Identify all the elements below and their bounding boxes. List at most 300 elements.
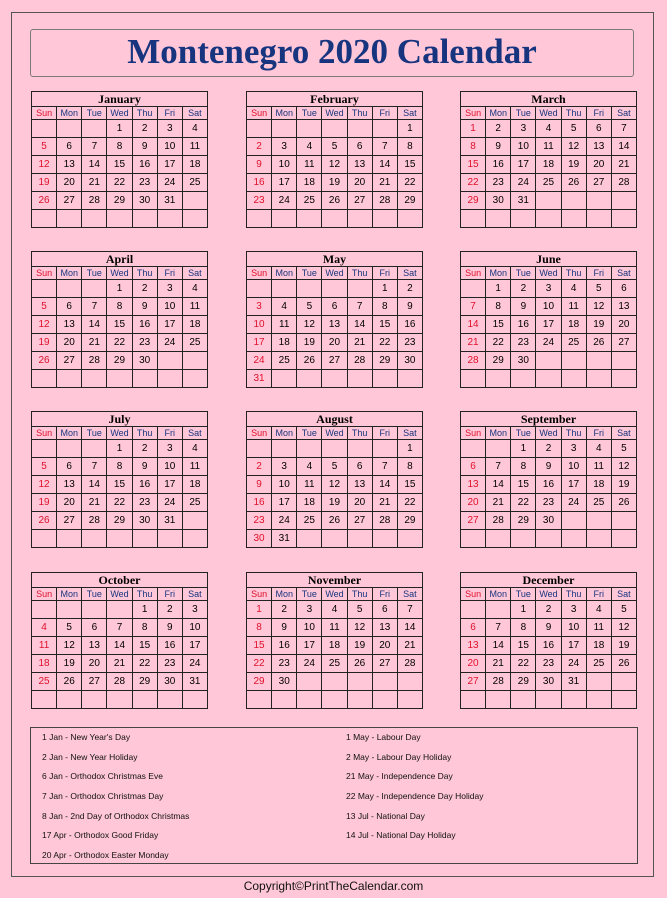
day-cell: 4 [32,619,57,637]
month-calendar-october [31,572,208,709]
weekday-header: Thu [561,588,586,601]
day-cell: 9 [132,298,157,316]
empty-day-cell [82,210,107,228]
week-row [32,334,208,352]
day-cell: 24 [182,655,207,673]
week-row [247,601,423,619]
week-row [32,174,208,192]
day-cell: 13 [372,619,397,637]
week-row [461,440,637,458]
day-cell: 19 [322,174,347,192]
day-cell: 20 [347,174,372,192]
day-cell: 12 [32,316,57,334]
week-row [247,156,423,174]
empty-day-cell [57,691,82,709]
day-cell: 18 [322,637,347,655]
day-cell: 10 [157,298,182,316]
week-row [32,691,208,709]
weekday-header: Tue [511,427,536,440]
week-row [247,370,423,388]
empty-day-cell [511,691,536,709]
day-cell: 5 [297,298,322,316]
day-cell: 4 [536,120,561,138]
week-row [247,476,423,494]
week-row [461,138,637,156]
day-cell: 31 [561,673,586,691]
empty-day-cell [132,210,157,228]
day-cell: 28 [611,174,636,192]
weekday-header: Tue [82,267,107,280]
holiday-item: 7 Jan - Orthodox Christmas Day [42,791,164,802]
day-cell: 28 [82,192,107,210]
empty-day-cell [107,210,132,228]
day-cell: 13 [322,316,347,334]
day-cell: 29 [372,352,397,370]
day-cell: 12 [611,458,636,476]
weekday-header: Sat [397,588,422,601]
day-cell: 13 [586,138,611,156]
day-cell: 3 [536,280,561,298]
week-row [32,280,208,298]
empty-day-cell [461,370,486,388]
holiday-item: 1 May - Labour Day [346,732,421,742]
empty-day-cell [461,210,486,228]
empty-day-cell [57,601,82,619]
day-cell: 3 [157,280,182,298]
month-calendar-july [31,411,208,548]
empty-day-cell [272,691,297,709]
holiday-list [30,727,638,864]
weekday-header: Fri [372,267,397,280]
day-cell: 14 [611,138,636,156]
day-cell: 16 [132,156,157,174]
week-row [247,316,423,334]
empty-day-cell [461,530,486,548]
day-cell: 28 [486,673,511,691]
day-cell: 12 [297,316,322,334]
week-row [32,210,208,228]
day-cell: 1 [511,601,536,619]
day-cell: 29 [486,352,511,370]
day-cell: 7 [461,298,486,316]
week-row [461,601,637,619]
day-cell: 4 [322,601,347,619]
weekday-header: Sat [397,267,422,280]
month-calendar-december [460,572,637,709]
day-cell: 9 [132,458,157,476]
day-cell: 12 [32,156,57,174]
day-cell: 21 [486,494,511,512]
weekday-header: Thu [132,588,157,601]
day-cell: 7 [82,458,107,476]
day-cell: 12 [611,619,636,637]
day-cell: 2 [397,280,422,298]
day-cell: 1 [486,280,511,298]
day-cell: 8 [486,298,511,316]
day-cell: 15 [397,476,422,494]
holiday-item: 6 Jan - Orthodox Christmas Eve [42,771,163,782]
day-cell: 27 [57,352,82,370]
day-cell: 16 [536,637,561,655]
day-cell: 30 [157,673,182,691]
day-cell: 14 [82,316,107,334]
week-row [32,316,208,334]
day-cell: 20 [57,334,82,352]
day-cell: 7 [82,298,107,316]
day-cell: 7 [397,601,422,619]
week-row [247,192,423,210]
empty-day-cell [297,280,322,298]
day-cell: 6 [611,280,636,298]
day-cell: 1 [397,120,422,138]
weekday-header: Tue [297,267,322,280]
day-cell: 12 [586,298,611,316]
day-cell: 5 [32,138,57,156]
day-cell: 8 [461,138,486,156]
day-cell: 9 [536,619,561,637]
day-cell: 6 [82,619,107,637]
day-cell: 3 [182,601,207,619]
day-cell: 29 [107,192,132,210]
empty-day-cell [461,280,486,298]
empty-day-cell [32,440,57,458]
day-cell: 24 [561,494,586,512]
day-cell: 28 [82,512,107,530]
day-cell: 11 [297,476,322,494]
weekday-header: Wed [107,427,132,440]
month-name: January [32,92,208,107]
empty-day-cell [611,370,636,388]
empty-day-cell [611,210,636,228]
weekday-header: Wed [536,588,561,601]
day-cell: 19 [32,494,57,512]
day-cell: 24 [157,334,182,352]
empty-day-cell [372,691,397,709]
day-cell: 11 [586,619,611,637]
day-cell: 10 [247,316,272,334]
week-row [247,691,423,709]
empty-day-cell [297,440,322,458]
day-cell: 31 [157,512,182,530]
empty-day-cell [157,691,182,709]
weekday-header: Thu [347,427,372,440]
empty-day-cell [611,691,636,709]
day-cell: 31 [247,370,272,388]
weekday-header: Sun [247,427,272,440]
day-cell: 14 [347,316,372,334]
day-cell: 7 [347,298,372,316]
empty-day-cell [107,601,132,619]
weekday-header: Thu [132,427,157,440]
day-cell: 27 [611,334,636,352]
day-cell: 5 [57,619,82,637]
day-cell: 16 [247,494,272,512]
month-name: November [247,573,423,588]
empty-day-cell [536,210,561,228]
weekday-header: Sat [182,588,207,601]
day-cell: 9 [536,458,561,476]
week-row [32,476,208,494]
month-calendar-november [246,572,423,709]
empty-day-cell [182,352,207,370]
weekday-header: Tue [511,267,536,280]
day-cell: 22 [486,334,511,352]
day-cell: 4 [586,601,611,619]
empty-day-cell [57,370,82,388]
day-cell: 2 [511,280,536,298]
day-cell: 22 [107,174,132,192]
day-cell: 9 [247,476,272,494]
day-cell: 18 [586,637,611,655]
month-calendar-may [246,251,423,388]
day-cell: 19 [32,334,57,352]
day-cell: 8 [511,619,536,637]
day-cell: 24 [157,174,182,192]
day-cell: 14 [372,156,397,174]
day-cell: 15 [486,316,511,334]
day-cell: 16 [511,316,536,334]
day-cell: 7 [611,120,636,138]
day-cell: 20 [347,494,372,512]
holiday-column-left [42,730,189,868]
day-cell: 9 [397,298,422,316]
week-row [247,334,423,352]
day-cell: 15 [511,476,536,494]
day-cell: 30 [132,512,157,530]
day-cell: 26 [322,192,347,210]
day-cell: 5 [322,138,347,156]
month-name: May [247,252,423,267]
day-cell: 3 [561,601,586,619]
day-cell: 18 [297,174,322,192]
weekday-header: Sat [397,427,422,440]
week-row [461,352,637,370]
day-cell: 7 [486,619,511,637]
day-cell: 21 [82,334,107,352]
day-cell: 27 [461,512,486,530]
day-cell: 28 [82,352,107,370]
weekday-header: Thu [132,107,157,120]
weekday-header: Sun [461,588,486,601]
day-cell: 22 [461,174,486,192]
empty-day-cell [372,120,397,138]
day-cell: 6 [322,298,347,316]
day-cell: 29 [107,352,132,370]
day-cell: 4 [586,440,611,458]
empty-day-cell [182,370,207,388]
day-cell: 26 [57,673,82,691]
empty-day-cell [372,210,397,228]
week-row [32,352,208,370]
day-cell: 27 [586,174,611,192]
day-cell: 28 [397,655,422,673]
month-calendar-september [460,411,637,548]
day-cell: 22 [397,174,422,192]
day-cell: 8 [107,298,132,316]
month-calendar-february [246,91,423,228]
day-cell: 17 [561,637,586,655]
day-cell: 21 [82,174,107,192]
day-cell: 16 [157,637,182,655]
day-cell: 13 [347,476,372,494]
day-cell: 5 [322,458,347,476]
empty-day-cell [586,370,611,388]
weekday-header: Sun [32,107,57,120]
day-cell: 11 [32,637,57,655]
empty-day-cell [486,691,511,709]
week-row [32,458,208,476]
weekday-header: Mon [272,267,297,280]
weekday-header: Mon [57,427,82,440]
day-cell: 2 [157,601,182,619]
day-cell: 12 [347,619,372,637]
day-cell: 23 [536,494,561,512]
day-cell: 9 [247,156,272,174]
day-cell: 21 [372,494,397,512]
holiday-column-right [346,730,484,848]
empty-day-cell [297,691,322,709]
weekday-header: Mon [57,588,82,601]
day-cell: 27 [461,673,486,691]
empty-day-cell [322,440,347,458]
empty-day-cell [322,370,347,388]
week-row [461,637,637,655]
weekday-header: Sun [461,267,486,280]
day-cell: 7 [107,619,132,637]
day-cell: 16 [272,637,297,655]
day-cell: 2 [536,440,561,458]
empty-day-cell [586,673,611,691]
weekday-header: Fri [157,588,182,601]
day-cell: 16 [397,316,422,334]
weekday-header: Tue [82,588,107,601]
day-cell: 19 [57,655,82,673]
day-cell: 26 [561,174,586,192]
day-cell: 25 [536,174,561,192]
weekday-header: Sat [611,267,636,280]
day-cell: 7 [372,458,397,476]
week-row [461,174,637,192]
empty-day-cell [247,120,272,138]
page-title: Montenegro 2020 Calendar [30,29,634,77]
day-cell: 10 [272,156,297,174]
day-cell: 12 [57,637,82,655]
empty-day-cell [561,530,586,548]
day-cell: 4 [272,298,297,316]
empty-day-cell [611,512,636,530]
day-cell: 13 [347,156,372,174]
day-cell: 17 [157,316,182,334]
day-cell: 17 [157,476,182,494]
empty-day-cell [322,673,347,691]
weekday-header: Thu [347,267,372,280]
weekday-header: Tue [82,107,107,120]
day-cell: 17 [182,637,207,655]
day-cell: 8 [132,619,157,637]
day-cell: 11 [182,138,207,156]
day-cell: 11 [272,316,297,334]
week-row [32,120,208,138]
day-cell: 22 [107,494,132,512]
day-cell: 26 [32,352,57,370]
day-cell: 12 [32,476,57,494]
empty-day-cell [272,440,297,458]
empty-day-cell [347,370,372,388]
day-cell: 5 [561,120,586,138]
day-cell: 20 [611,316,636,334]
weekday-header: Tue [82,427,107,440]
day-cell: 20 [461,655,486,673]
week-row [461,334,637,352]
empty-day-cell [536,192,561,210]
day-cell: 16 [132,476,157,494]
day-cell: 20 [57,494,82,512]
empty-day-cell [561,352,586,370]
weekday-header: Thu [561,267,586,280]
week-row [247,619,423,637]
empty-day-cell [372,370,397,388]
day-cell: 6 [461,458,486,476]
weekday-header: Fri [586,107,611,120]
day-cell: 28 [347,352,372,370]
empty-day-cell [157,530,182,548]
day-cell: 18 [586,476,611,494]
weekday-header: Fri [586,267,611,280]
day-cell: 30 [272,673,297,691]
empty-day-cell [32,280,57,298]
week-row [461,120,637,138]
empty-day-cell [486,530,511,548]
empty-day-cell [397,691,422,709]
day-cell: 4 [561,280,586,298]
day-cell: 23 [132,334,157,352]
day-cell: 10 [561,458,586,476]
day-cell: 1 [107,120,132,138]
week-row [32,530,208,548]
day-cell: 16 [247,174,272,192]
day-cell: 26 [32,192,57,210]
day-cell: 15 [107,156,132,174]
weekday-header: Wed [322,107,347,120]
empty-day-cell [297,530,322,548]
week-row [247,494,423,512]
empty-day-cell [586,210,611,228]
empty-day-cell [182,512,207,530]
empty-day-cell [107,691,132,709]
week-row [247,174,423,192]
day-cell: 6 [347,458,372,476]
empty-day-cell [561,370,586,388]
month-name: April [32,252,208,267]
day-cell: 24 [297,655,322,673]
empty-day-cell [511,370,536,388]
empty-day-cell [182,192,207,210]
day-cell: 25 [586,494,611,512]
day-cell: 28 [461,352,486,370]
day-cell: 6 [57,138,82,156]
day-cell: 3 [272,138,297,156]
day-cell: 3 [157,120,182,138]
day-cell: 24 [272,512,297,530]
week-row [461,370,637,388]
week-row [461,210,637,228]
holiday-item: 13 Jul - National Day [346,810,425,821]
day-cell: 23 [486,174,511,192]
day-cell: 17 [247,334,272,352]
day-cell: 23 [272,655,297,673]
day-cell: 14 [486,637,511,655]
week-row [461,298,637,316]
